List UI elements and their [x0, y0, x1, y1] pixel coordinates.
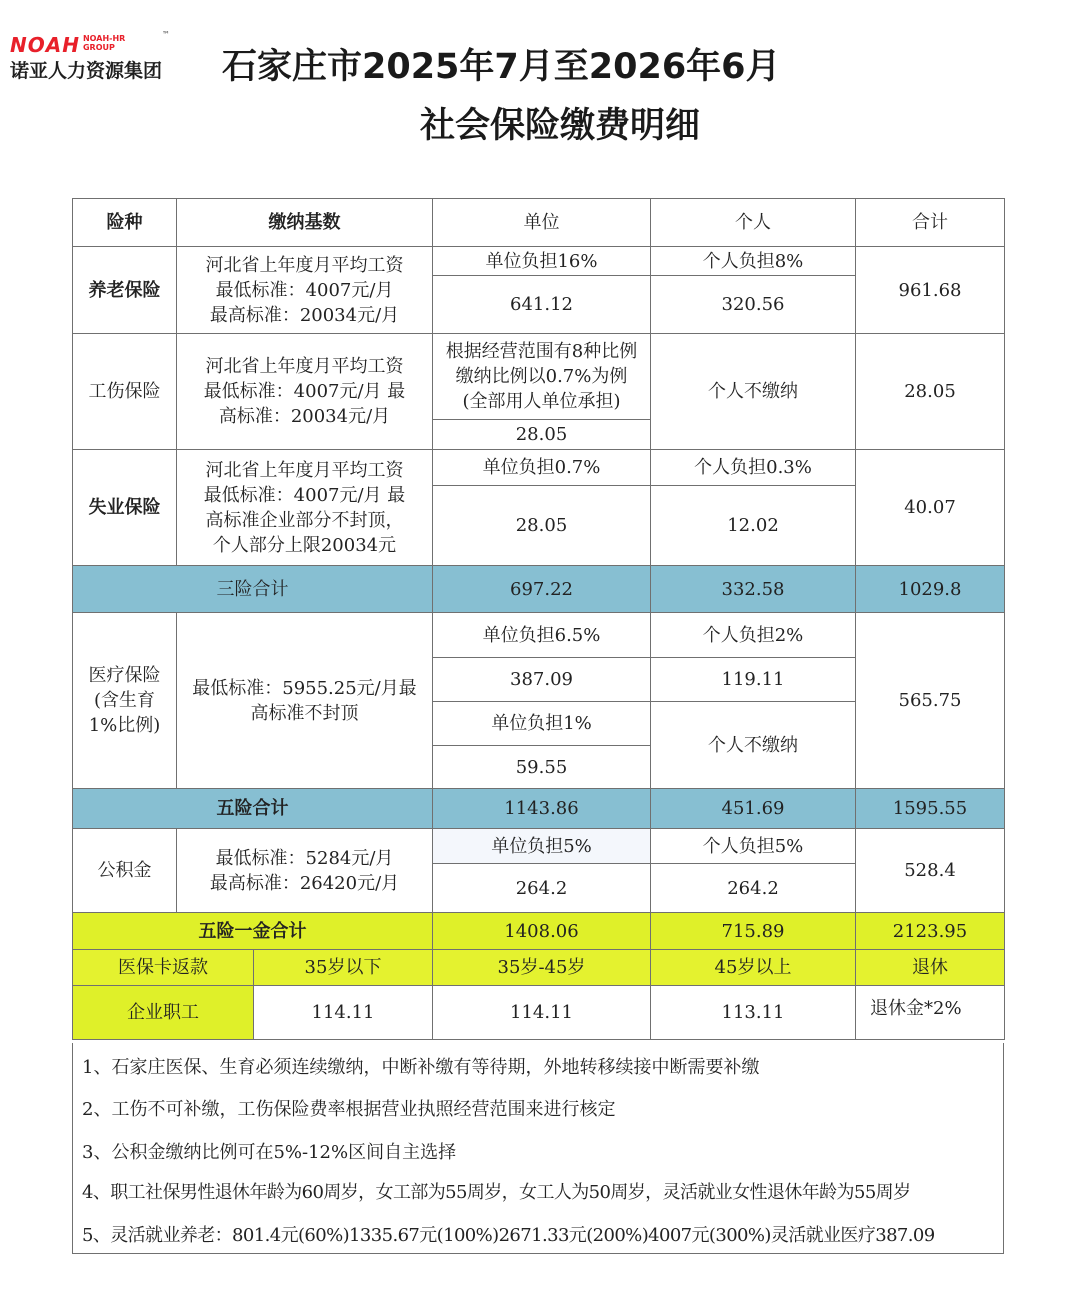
- note-item: 3、公积金缴纳比例可在5%-12%区间自主选择: [82, 1142, 457, 1163]
- injury-base-line: 高标准：20034元/月: [218, 406, 391, 427]
- header-insurance-type: 险种: [73, 199, 177, 247]
- unemployment-unit-ratio: 单位负担0.7%: [433, 450, 651, 486]
- injury-unit-desc: [433, 334, 651, 420]
- housing-fund-name: 公积金: [73, 829, 177, 913]
- five-insurance-one-fund-total-row: [73, 913, 1005, 950]
- table-header-row: [73, 199, 1005, 247]
- medical-unit-ratio: 单位负担6.5%: [433, 613, 651, 658]
- refund-col-35to45: 35岁-45岁: [433, 950, 651, 986]
- refund-header-row: [73, 950, 1005, 986]
- injury-unit-desc-line: (全部用人单位承担): [462, 391, 621, 412]
- injury-name: 工伤保险: [73, 334, 177, 450]
- unemployment-personal-ratio: 个人负担0.3%: [651, 450, 856, 486]
- logo-company-name: 诺亚人力资源集团: [10, 60, 163, 82]
- refund-label: 医保卡返款: [73, 950, 254, 986]
- medical-base: [177, 613, 433, 789]
- injury-personal: 个人不缴纳: [651, 334, 856, 450]
- page-title-line1: 石家庄市2025年7月至2026年6月: [222, 47, 781, 87]
- unemployment-total: 40.07: [856, 450, 1005, 566]
- unemployment-personal-amount: 12.02: [651, 486, 856, 566]
- pension-base-line: 最低标准：4007元/月: [215, 279, 394, 301]
- five-one-total-personal: 715.89: [651, 913, 856, 950]
- refund-row-label: 企业职工: [73, 986, 254, 1040]
- injury-unit-desc-line: 根据经营范围有8种比例: [445, 341, 638, 362]
- pension-unit-ratio: 单位负担16%: [433, 247, 651, 276]
- three-total-unit: 697.22: [433, 566, 651, 613]
- table-row: [73, 829, 1005, 864]
- injury-base-line: 最低标准：4007元/月 最: [203, 381, 406, 402]
- five-one-total-sum: 2123.95: [856, 913, 1005, 950]
- logo-sub-line1: NOAH-HR: [82, 34, 126, 43]
- refund-col-retired: 退休: [856, 950, 1005, 986]
- five-one-total-unit: 1408.06: [433, 913, 651, 950]
- company-logo: [10, 32, 215, 92]
- maternity-unit-ratio: 单位负担1%: [433, 702, 651, 746]
- medical-total: 565.75: [856, 613, 1005, 789]
- injury-base-line: 河北省上年度月平均工资: [205, 356, 404, 377]
- five-total-sum: 1595.55: [856, 789, 1005, 829]
- note-item: 4、职工社保男性退休年龄为60周岁，女工部为55周岁，女工人为50周岁，灵活就业女性退休年龄为55周岁: [82, 1182, 911, 1203]
- injury-unit-amount: 28.05: [433, 420, 651, 450]
- header-unit: 单位: [433, 199, 651, 247]
- trademark-symbol: ™: [162, 30, 170, 39]
- medical-personal-amount: 119.11: [651, 658, 856, 702]
- medical-name-line: (含生育: [93, 690, 156, 711]
- housing-fund-personal-amount: 264.2: [651, 864, 856, 913]
- five-total-label: 五险合计: [73, 789, 433, 829]
- unemployment-base-line: 高标准企业部分不封顶，: [205, 509, 404, 531]
- five-insurance-total-row: [73, 789, 1005, 829]
- page-title-line2: 社会保险缴费明细: [419, 106, 700, 146]
- unemployment-base: [177, 450, 433, 566]
- pension-personal-amount: 320.56: [651, 276, 856, 334]
- five-total-personal: 451.69: [651, 789, 856, 829]
- note-item: 1、石家庄医保、生育必须连续缴纳，中断补缴有等待期，外地转移续接中断需要补缴: [82, 1057, 760, 1078]
- housing-fund-personal-ratio: 个人负担5%: [651, 829, 856, 864]
- refund-col-under35: 35岁以下: [254, 950, 433, 986]
- note-item: 5、灵活就业养老：801.4元(60%)1335.67元(100%)2671.33元(200%)4007元(300%)灵活就业医疗387.09: [82, 1225, 935, 1246]
- medical-personal-ratio: 个人负担2%: [651, 613, 856, 658]
- unemployment-base-line: 河北省上年度月平均工资: [205, 459, 404, 481]
- five-one-total-label: 五险一金合计: [73, 913, 433, 950]
- three-insurance-total-row: [73, 566, 1005, 613]
- unemployment-base-line: 最低标准：4007元/月 最: [203, 484, 406, 506]
- medical-name-line: 1%比例): [88, 715, 161, 736]
- medical-base-line: 最低标准：5955.25元/月最: [192, 677, 417, 699]
- insurance-fee-table: [72, 198, 1005, 1040]
- maternity-unit-amount: 59.55: [433, 746, 651, 789]
- medical-name: [73, 613, 177, 789]
- table-row: [73, 613, 1005, 658]
- five-total-unit: 1143.86: [433, 789, 651, 829]
- refund-over45: 113.11: [651, 986, 856, 1040]
- notes-box: [72, 1043, 1004, 1254]
- unemployment-unit-amount: 28.05: [433, 486, 651, 566]
- medical-unit-amount: 387.09: [433, 658, 651, 702]
- refund-retired: 退休金*2%: [856, 986, 1005, 1040]
- note-item: 2、工伤不可补缴，工伤保险费率根据营业执照经营范围来进行核定: [82, 1099, 616, 1120]
- table-row: [73, 247, 1005, 276]
- injury-total: 28.05: [856, 334, 1005, 450]
- housing-fund-unit-amount: 264.2: [433, 864, 651, 913]
- pension-personal-ratio: 个人负担8%: [651, 247, 856, 276]
- medical-name-line: 医疗保险: [88, 665, 161, 686]
- table-row: [73, 450, 1005, 486]
- logo-wordmark: [10, 32, 215, 58]
- pension-total: 961.68: [856, 247, 1005, 334]
- housing-fund-base-line: 最低标准：5284元/月: [215, 847, 394, 869]
- housing-fund-base: [177, 829, 433, 913]
- pension-base-line: 最高标准：20034元/月: [209, 304, 400, 326]
- refund-col-over45: 45岁以上: [651, 950, 856, 986]
- unemployment-base-line: 个人部分上限20034元: [212, 534, 397, 556]
- header-personal: 个人: [651, 199, 856, 247]
- header-total: 合计: [856, 199, 1005, 247]
- pension-base: [177, 247, 433, 334]
- logo-brand: NOAH: [10, 33, 80, 57]
- housing-fund-base-line: 最高标准：26420元/月: [209, 872, 400, 894]
- table-row: [73, 334, 1005, 420]
- unemployment-name: 失业保险: [73, 450, 177, 566]
- refund-35to45: 114.11: [433, 986, 651, 1040]
- three-total-label: 三险合计: [73, 566, 433, 613]
- pension-base-line: 河北省上年度月平均工资: [205, 254, 404, 276]
- housing-fund-unit-ratio: 单位负担5%: [433, 829, 651, 864]
- three-total-personal: 332.58: [651, 566, 856, 613]
- injury-unit-desc-line: 缴纳比例以0.7%为例: [455, 366, 628, 387]
- refund-values-row: [73, 986, 1005, 1040]
- pension-unit-amount: 641.12: [433, 276, 651, 334]
- maternity-personal: 个人不缴纳: [651, 702, 856, 789]
- injury-base: [177, 334, 433, 450]
- pension-name: 养老保险: [73, 247, 177, 334]
- logo-sub-line2: GROUP: [82, 43, 115, 52]
- three-total-sum: 1029.8: [856, 566, 1005, 613]
- medical-base-line: 高标准不封顶: [250, 702, 359, 724]
- refund-under35: 114.11: [254, 986, 433, 1040]
- housing-fund-total: 528.4: [856, 829, 1005, 913]
- header-base: 缴纳基数: [177, 199, 433, 247]
